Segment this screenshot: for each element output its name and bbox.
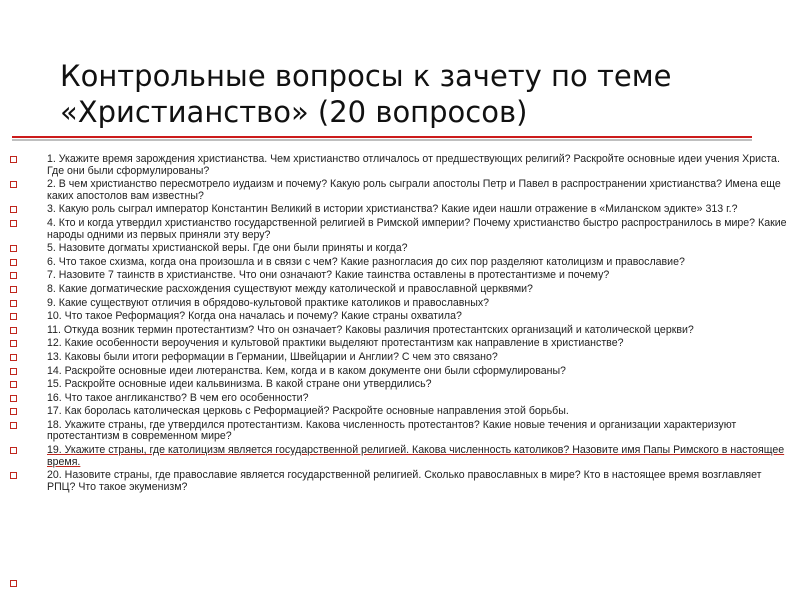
question-text: 3. Какую роль сыграл император Константин Великий в истории христианства? Какие идеи нашли отражение в «Миланском эдикте» 313 г.? [47, 203, 738, 216]
square-bullet-icon [10, 327, 17, 334]
question-item [6, 393, 792, 405]
question-text: 15. Раскройте основные идеи кальвинизма. В какой стране они утвердились? [47, 378, 432, 391]
square-bullet-icon [10, 313, 17, 320]
question-text: 4. Кто и когда утвердил христианство государственной религией в Римской империи? Почему христианство быстро распространилось в мире? Какие народы одними из первых приняли эту веру? [47, 216, 787, 241]
question-item [6, 338, 792, 350]
square-bullet-icon [10, 580, 17, 587]
square-bullet-icon [10, 447, 17, 454]
question-text: 20. Назовите страны, где православие является государственной религией. Сколько православных в мире? Кто в настоящее время возглавляет РПЦ? Что такое экуменизм? [47, 469, 762, 493]
question-text: 14. Раскройте основные идеи лютеранства. Кем, когда и в каком документе они были сформулированы? [47, 364, 566, 377]
question-item [6, 218, 792, 241]
question-text: 1. Укажите время зарождения христианства. Чем христианство отличалось от предшествующих религий? Раскройте основные идеи учения Христа. Где они были сформулированы? [47, 153, 780, 177]
question-text: 18. Укажите страны, где утвердился протестантизм. Какова численность протестантов? Какие новые течения и организации характеризуют протестантизм в современном мире? [47, 418, 737, 443]
question-item [6, 154, 792, 177]
question-item [6, 470, 792, 493]
question-text: 17. Как боролась католическая церковь с Реформацией? Раскройте основные направления этой борьбы. [47, 405, 569, 418]
square-bullet-icon [10, 340, 17, 347]
question-text: 8. Какие догматические расхождения существуют между католической и православной церквями? [47, 282, 533, 295]
square-bullet-icon [10, 300, 17, 307]
square-bullet-icon [10, 245, 17, 252]
square-bullet-icon [10, 395, 17, 402]
slide-title [60, 58, 760, 130]
title-rule-red [12, 136, 752, 138]
question-item [6, 284, 792, 296]
square-bullet-icon [10, 368, 17, 375]
question-item [6, 420, 792, 443]
square-bullet-icon [10, 156, 17, 163]
slide-title-line-2: «Христианство» (20 вопросов) [60, 95, 528, 129]
square-bullet-icon [10, 206, 17, 213]
question-text: 5. Назовите догматы христианской веры. Где они были приняты и когда? [47, 242, 408, 255]
question-item [6, 352, 792, 364]
question-item [6, 366, 792, 378]
question-item [6, 243, 792, 255]
question-text: 10. Что такое Реформация? Когда она началась и почему? Какие страны охватила? [47, 310, 462, 323]
question-item [6, 406, 792, 418]
square-bullet-icon [10, 422, 17, 429]
questions-list [6, 154, 792, 495]
question-text: 19. Укажите страны, где католицизм является государственной религией. Какова численность католиков? Назовите имя Папы Римского в настоящее время. [47, 444, 785, 468]
square-bullet-icon [10, 381, 17, 388]
square-bullet-icon [10, 408, 17, 415]
question-text: 16. Что такое англиканство? В чем его особенности? [47, 391, 309, 404]
square-bullet-icon [10, 259, 17, 266]
square-bullet-icon [10, 181, 17, 188]
question-item [6, 325, 792, 337]
title-rule-gray [12, 139, 752, 141]
square-bullet-icon [10, 472, 17, 479]
question-text: 7. Назовите 7 таинств в христианстве. Что они означают? Какие таинства оставлены в протестантизме и почему? [47, 269, 610, 282]
square-bullet-icon [10, 272, 17, 279]
question-text: 12. Какие особенности вероучения и культовой практики выделяют протестантизм как направление в христианстве? [47, 337, 624, 350]
question-text: 2. В чем христианство пересмотрело иудаизм и почему? Какую роль сыграли апостолы Петр и Павел в распространении христианства? Имена еще каких апостолов вам известны? [47, 178, 781, 202]
question-item [6, 257, 792, 269]
question-text: 13. Каковы были итоги реформации в Германии, Швейцарии и Англии? С чем это связано? [47, 350, 498, 363]
question-item [6, 179, 792, 202]
question-item [6, 298, 792, 310]
slide-title-line-1: Контрольные вопросы к зачету по теме [60, 59, 672, 93]
square-bullet-icon [10, 220, 17, 227]
square-bullet-icon [10, 286, 17, 293]
square-bullet-icon [10, 354, 17, 361]
question-item [6, 270, 792, 282]
question-item [6, 311, 792, 323]
question-text: 11. Откуда возник термин протестантизм? Что он означает? Каковы различия протестантских организаций и католической церкви? [47, 323, 694, 336]
question-item [6, 204, 792, 216]
question-item [6, 379, 792, 391]
question-text: 6. Что такое схизма, когда она произошла и в связи с чем? Какие разногласия до сих пор разделяют католицизм и православие? [47, 255, 685, 268]
question-text: 9. Какие существуют отличия в обрядово-культовой практике католиков и православных? [47, 296, 490, 309]
empty-list-item [10, 580, 17, 587]
question-item [6, 445, 792, 468]
